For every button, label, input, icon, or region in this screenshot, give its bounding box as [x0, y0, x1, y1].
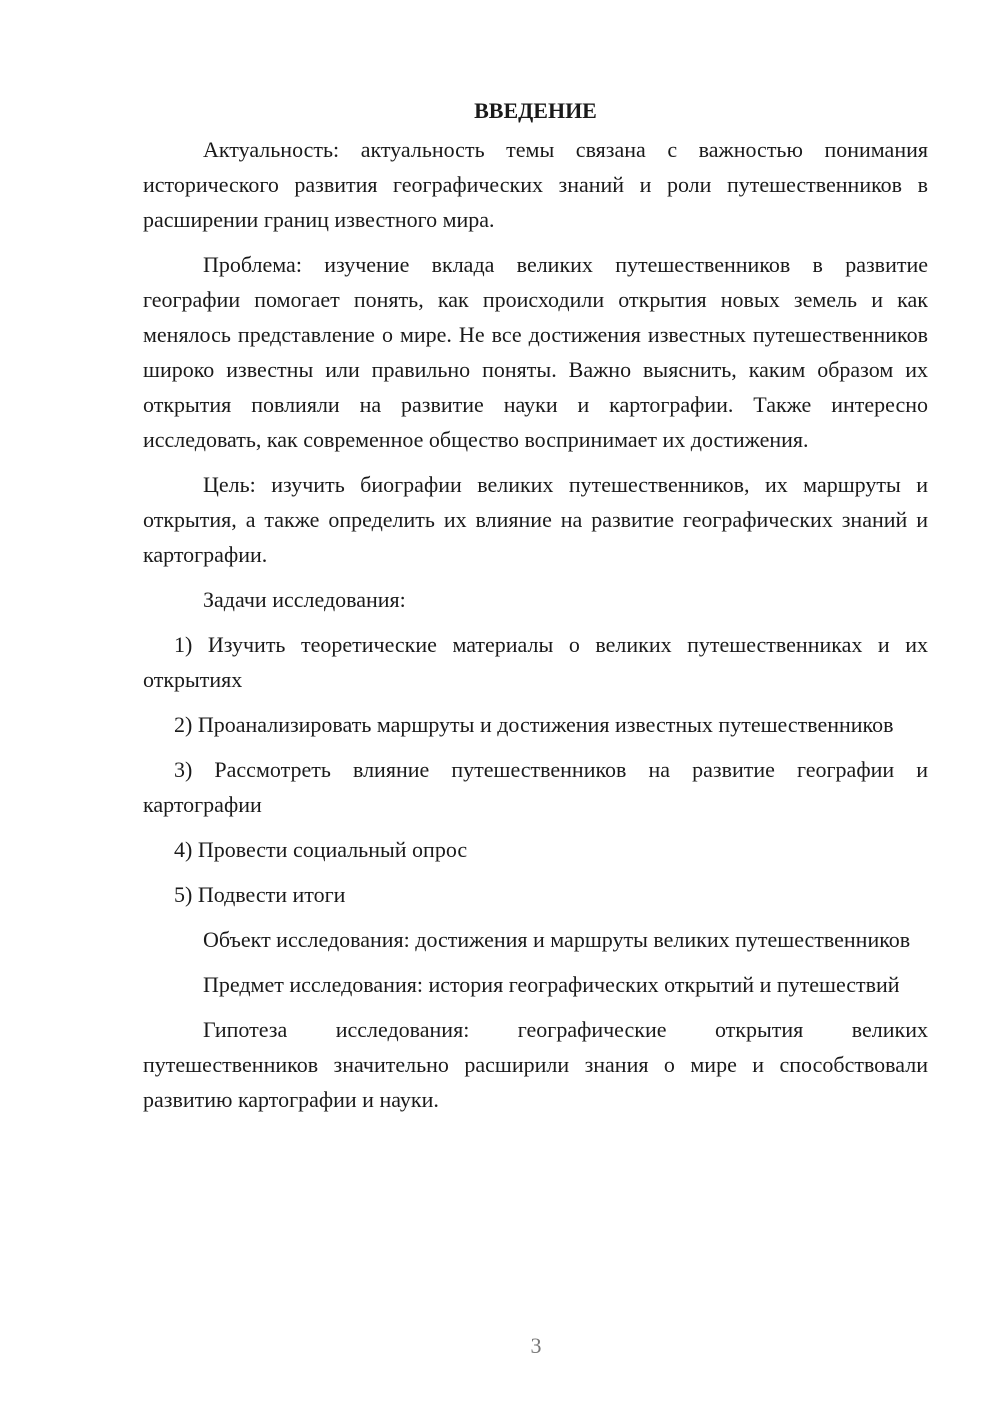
task-item-5: 5) Подвести итоги	[174, 882, 346, 907]
page-number: 3	[530, 1333, 542, 1358]
relevance-paragraph: Актуальность: актуальность темы связана с важностью понимания исторического развития географических знаний и роли путешественников в расширении границ известного мира.	[143, 137, 928, 232]
subject-paragraph: Предмет исследования: история географических открытий и путешествий	[203, 972, 900, 997]
object-paragraph: Объект исследования: достижения и маршруты великих путешественников	[203, 927, 911, 952]
goal-paragraph: Цель: изучить биографии великих путешественников, их маршруты и открытия, а также определить их влияние на развитие географических знаний и картографии.	[143, 472, 928, 567]
section-title: ВВЕДЕНИЕ	[474, 98, 597, 123]
problem-paragraph: Проблема: изучение вклада великих путешественников в развитие географии помогает понять, как происходили открытия новых земель и как менялось представление о мире. Не все достижения известных путешественников широко известны или правильно поняты. Важно выяснить, каким образом их открытия повлияли на развитие науки и картографии. Также интересно исследовать, как современное общество воспринимает их достижения.	[143, 252, 928, 452]
hypothesis-paragraph: Гипотеза исследования: географические открытия великих путешественников значительно расширили знания о мире и способствовали развитию картографии и науки.	[143, 1017, 928, 1112]
task-item-1: 1) Изучить теоретические материалы о великих путешественниках и их открытиях	[143, 632, 928, 692]
tasks-heading: Задачи исследования:	[203, 587, 406, 612]
task-item-3: 3) Рассмотреть влияние путешественников на развитие географии и картографии	[143, 757, 928, 817]
task-item-4: 4) Провести социальный опрос	[174, 837, 468, 862]
document-page	[143, 93, 928, 1127]
task-item-2: 2) Проанализировать маршруты и достижения известных путешественников	[174, 712, 894, 737]
